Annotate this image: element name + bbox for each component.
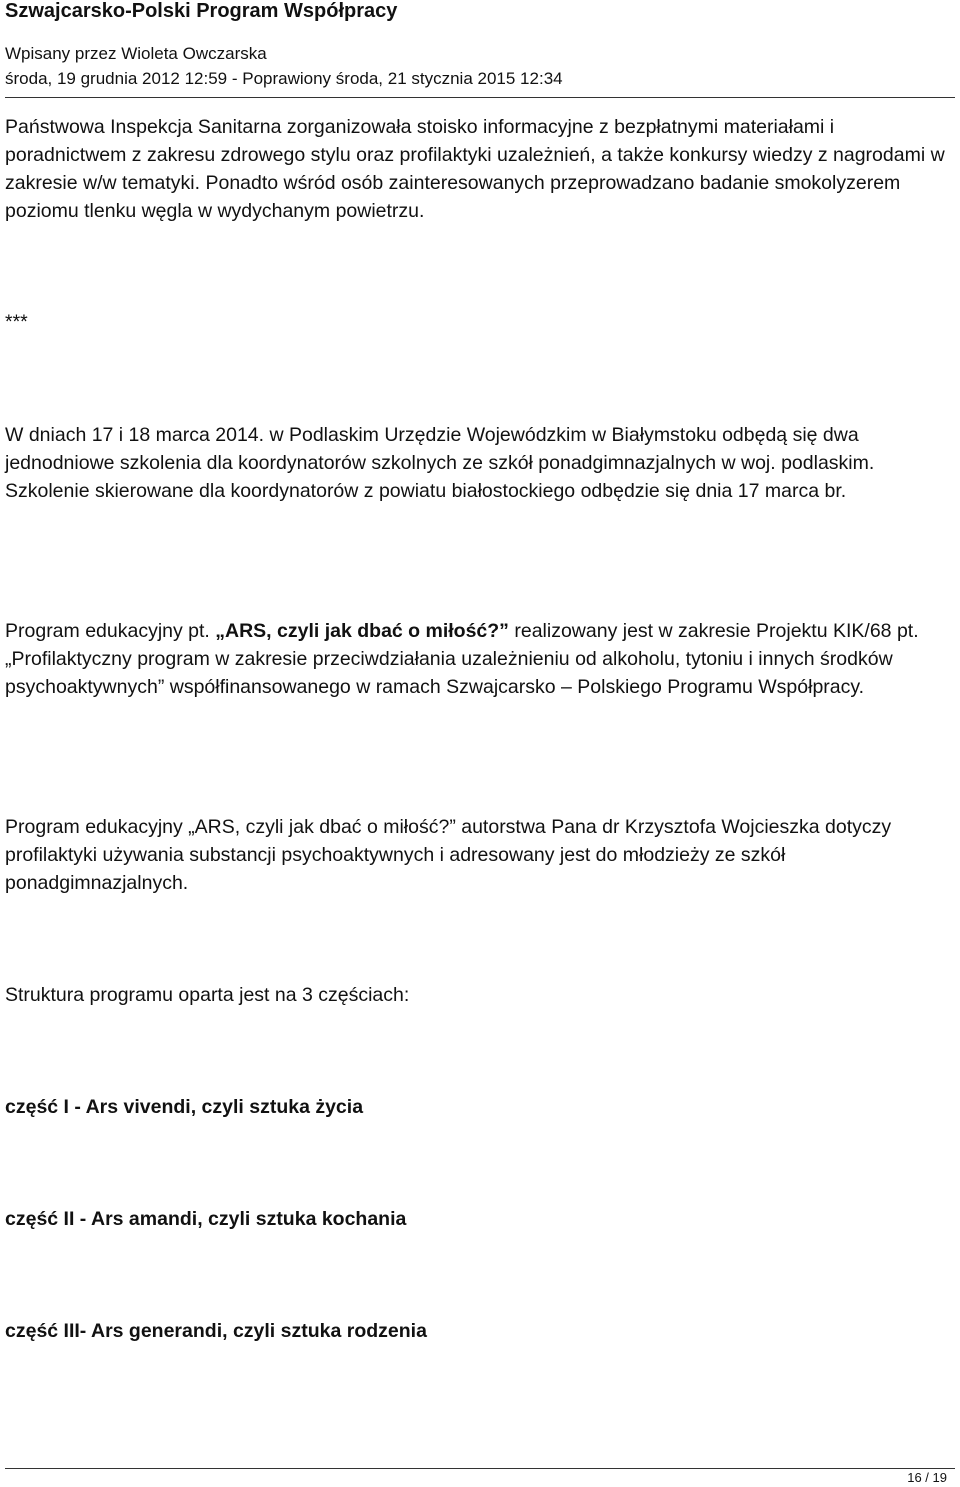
page-number: 16 / 19 <box>907 1470 947 1485</box>
page-title: Szwajcarsko-Polski Program Współpracy <box>5 0 398 22</box>
author-line: Wpisany przez Wioleta Owczarska <box>5 44 267 63</box>
header-divider <box>5 97 955 98</box>
paragraph-author: Program edukacyjny „ARS, czyli jak dbać o miłość?” autorstwa Pana dr Krzysztofa Wojcieszka dotyczy profilaktyki używania substancji psychoaktywnych i adresowany jest do młodzieży ze szkół ponadgimnazjalnych. <box>5 816 892 894</box>
footer-divider <box>5 1468 955 1469</box>
program-title-bold: „ARS, czyli jak dbać o miłość?” <box>215 620 509 642</box>
part-2-heading: część II - Ars amandi, czyli sztuka kochania <box>5 1208 407 1230</box>
date-line: środa, 19 grudnia 2012 12:59 - Poprawiony środa, 21 stycznia 2015 12:34 <box>5 69 563 88</box>
paragraph-program <box>5 617 957 701</box>
program-intro-text: Program edukacyjny pt. <box>5 620 216 642</box>
section-separator: *** <box>5 311 28 333</box>
program-description-text: realizowany jest w zakresie Projektu KIK/68 pt. „Profilaktyczny program w zakresie przeciwdziałania uzależnieniu od alkoholu, tytoniu i innych środków psychoaktywnych” współfinansowanego w ramach Szwajcarsko – Polskiego Programu Współpracy. <box>5 620 919 698</box>
paragraph-training: W dniach 17 i 18 marca 2014. w Podlaskim Urzędzie Wojewódzkim w Białymstoku odbędą się dwa jednodniowe szkolenia dla koordynatorów szkolnych ze szkół ponadgimnazjalnych w woj. podlaskim. Szkolenie skierowane dla koordynatorów z powiatu białostockiego odbędzie się dnia 17 marca br. <box>5 424 875 502</box>
part-1-heading: część I - Ars vivendi, czyli sztuka życia <box>5 1096 364 1118</box>
part-3-heading: część III- Ars generandi, czyli sztuka rodzenia <box>5 1320 427 1342</box>
paragraph-structure: Struktura programu oparta jest na 3 częściach: <box>5 984 410 1006</box>
paragraph-inspection: Państwowa Inspekcja Sanitarna zorganizowała stoisko informacyjne z bezpłatnymi materiałami i poradnictwem z zakresu zdrowego stylu oraz profilaktyki uzależnień, a także konkursy wiedzy z nagrodami w zakresie w/w tematyki. Ponadto wśród osób zainteresowanych przeprowadzano badanie smokolyzerem poziomu tlenku węgla w wydychanym powietrzu. <box>5 116 945 222</box>
